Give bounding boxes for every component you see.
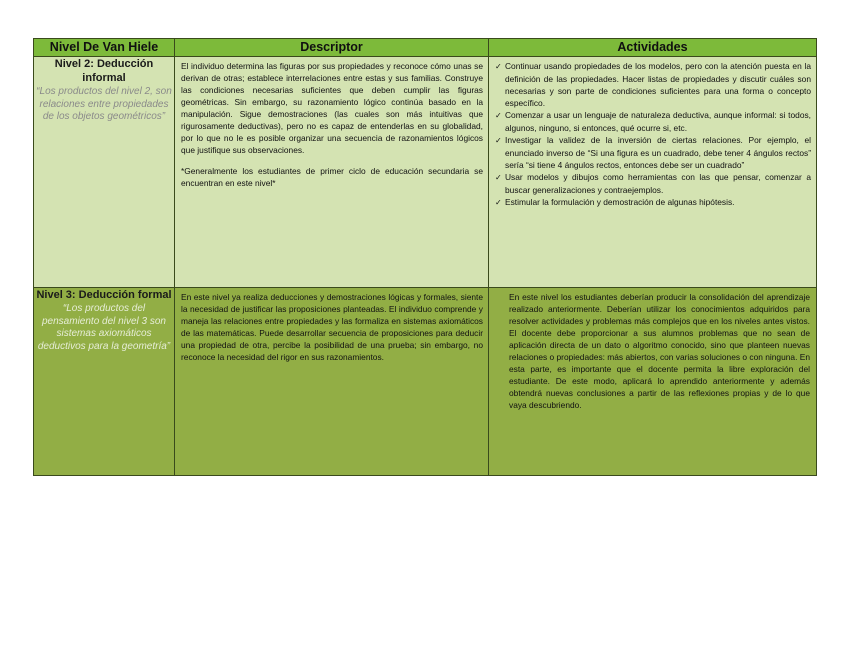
activities-text: En este nivel los estudiantes deberían producir la consolidación del aprendizaje realizado anteriormente. Deberían utilizar los conocimientos adquiridos para resolver actividades y problemas más complejos que en los niveles antes vistos. El docente debe proporcionar a sus alumnos problemas que no sean de aplicación directa de un dato o algoritmo conocido, sino que planteen nuevas relaciones o propiedades: más abiertos, con varias soluciones o con ninguna. En esta parte, es importante que el docente permita la libre exploración del estudiante. De este modo, aplicará lo aprendido anteriormente y además obtendrá nuevas conclusiones a partir de las reflexiones propias y de lo que vaya descubriendo. (509, 292, 810, 410)
descriptor-text: El individuo determina las figuras por sus propiedades y reconoce cómo unas se derivan de otras; establece interrelaciones entre estas y sus familias. Construye las condiciones necesarias suficientes que deben cumplir las figuras geométricas. Sin embargo, su razonamiento lógico continúa basado en la manipulación. Sigue demostraciones (las cuales son más intuitivas que rigurosamente deductivas), pero no es capaz de entenderlas en su globalidad, por lo que no le es posible organizar una secuencia de razonamientos lógicos que justifique sus observaciones. (181, 61, 483, 155)
list-item: ✓ Estimular la formulación y demostración de algunas hipótesis. (495, 197, 735, 207)
level-title: Nivel 2: Deducción informal (54, 58, 154, 84)
descriptor-cell (175, 57, 489, 288)
table-row (34, 57, 817, 288)
header-activities: Actividades (489, 39, 817, 57)
descriptor-note: *Generalmente los estudiantes de primer ciclo de educación secundaria se encuentran en este nivel* (181, 166, 483, 188)
table-row (34, 288, 817, 476)
list-item: ✓ Continuar usando propiedades de los modelos, pero con la atención puesta en la definición de las propiedades. Hacer listas de propiedades y discutir cuáles son necesarias y son parte de condiciones suficientes para una forma o concepto específico. (495, 61, 811, 108)
activities-cell (489, 57, 817, 288)
header-descriptor: Descriptor (175, 39, 489, 57)
header-level: Nivel De Van Hiele (34, 39, 175, 57)
level-cell (34, 288, 175, 476)
level-quote: “Los productos del pensamiento del nivel 3 son sistemas axiomáticos deductivos para la geometría” (37, 303, 171, 352)
level-cell (34, 57, 175, 288)
list-item: ✓ Usar modelos y dibujos como herramientas con las que pensar, comenzar a buscar generalizaciones y contraejemplos. (495, 172, 811, 195)
descriptor-text: En este nivel ya realiza deducciones y demostraciones lógicas y formales, siente la necesidad de justificar las proposiciones planteadas. El individuo comprende y maneja las relaciones entre propiedades y las formaliza en sistemas axiomáticos de las matemáticas. Puede desarrollar secuencia de proposiciones para deducir una propiedad de otra, percibe la posibilidad de una prueba; sin embargo, no reconoce la necesidad del rigor en sus razonamientos. (181, 292, 483, 362)
level-title: Nivel 3: Deducción formal (36, 289, 172, 301)
van-hiele-table (33, 38, 817, 476)
checkmark-icon: ✓ (495, 111, 502, 120)
checkmark-icon: ✓ (495, 198, 502, 207)
checkmark-icon: ✓ (495, 173, 502, 182)
checkmark-icon: ✓ (495, 62, 502, 71)
descriptor-cell (175, 288, 489, 476)
header-row (34, 39, 817, 57)
level-quote: “Los productos del nivel 2, son relaciones entre propiedades de los objetos geométricos” (36, 86, 172, 122)
activities-cell (489, 288, 817, 476)
list-item: ✓ Comenzar a usar un lenguaje de naturaleza deductiva, aunque informal: si todos, algunos, ninguno, si entonces, qué ocurre si, etc. (495, 110, 811, 133)
checkmark-icon: ✓ (495, 136, 502, 145)
list-item: ✓ Investigar la validez de la inversión de ciertas relaciones. Por ejemplo, el enunciado inverso de “Si una figura es un cuadrado, debe tener 4 ángulos rectos” sería “si tiene 4 ángulos rectos, entonces debe ser un cuadrado” (495, 135, 811, 170)
activities-list (489, 57, 816, 209)
